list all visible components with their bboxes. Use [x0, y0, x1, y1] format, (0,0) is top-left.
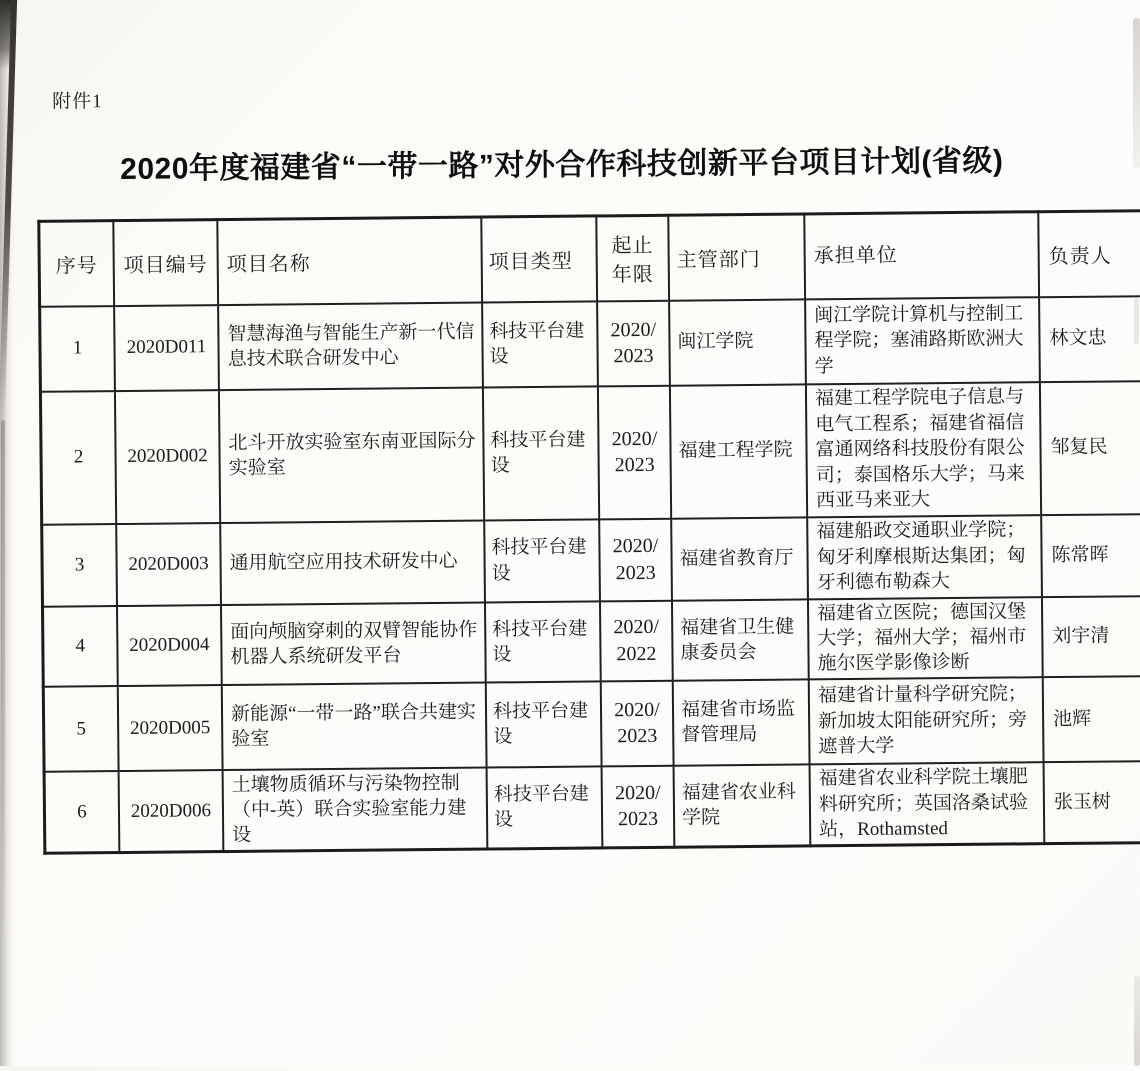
cell-code: 2020D005	[118, 685, 223, 771]
cell-name: 新能源“一带一路”联合共建实验室	[222, 682, 487, 770]
cell-no: 3	[42, 524, 117, 607]
cell-name: 北斗开放实验室东南亚国际分实验室	[219, 387, 484, 523]
cell-leader: 陈常晖	[1041, 513, 1140, 596]
cell-years: 2020/ 2023	[597, 300, 670, 386]
cell-undertaker: 福建省农业科学院土壤肥料研究所；英国洛桑试验站，Rothamsted	[810, 762, 1045, 846]
cell-code: 2020D003	[116, 523, 221, 606]
cell-years: 2020/ 2023	[602, 766, 675, 848]
cell-department: 闽江学院	[669, 299, 806, 385]
scan-edge-line-lower	[1, 420, 5, 940]
scan-right-mark-top	[1133, 18, 1140, 168]
table-row	[42, 595, 1140, 686]
table-body	[40, 295, 1140, 853]
cell-code: 2020D006	[119, 770, 224, 853]
cell-undertaker: 闽江学院计算机与控制工程学院；塞浦路斯欧洲大学	[805, 297, 1040, 384]
column-header-undertaker: 承担单位	[804, 212, 1039, 299]
cell-name: 土壤物质循环与污染物控制（中-英）联合实验室能力建设	[223, 767, 488, 851]
cell-leader: 张玉树	[1044, 761, 1140, 844]
column-header-no: 序号	[39, 221, 114, 307]
table-header	[39, 210, 1140, 306]
cell-department: 福建省教育厅	[671, 517, 808, 600]
table-row	[43, 676, 1140, 772]
cell-years: 2020/ 2022	[600, 600, 673, 681]
attachment-label: 附件1	[52, 91, 103, 113]
cell-undertaker: 福建省立医院；德国汉堡大学；福州大学；福州市施尔医学影像诊断	[808, 597, 1043, 680]
table-row	[44, 761, 1140, 854]
scan-corner-mark	[0, 0, 11, 70]
cell-no: 4	[42, 606, 117, 687]
cell-undertaker: 福建省计量科学研究院；新加坡太阳能研究所；旁遮普大学	[809, 677, 1044, 764]
cell-leader: 池辉	[1043, 676, 1140, 762]
cell-department: 福建省农业科学院	[674, 764, 811, 847]
column-header-type: 项目类型	[481, 216, 597, 302]
column-header-years: 起止 年限	[596, 215, 669, 301]
column-header-name: 项目名称	[217, 217, 482, 305]
cell-undertaker: 福建工程学院电子信息与电气工程系；福建省福信富通网络科技股份有限公司；泰国格乐大学；马来西亚马来亚大	[806, 382, 1041, 517]
cell-no: 6	[44, 771, 119, 853]
table-row	[42, 513, 1140, 606]
cell-department: 福建省市场监督管理局	[673, 679, 810, 765]
cell-name: 智慧海渔与智能生产新一代信息技术联合研发中心	[218, 302, 483, 390]
scan-right-mark-mid	[1134, 298, 1139, 344]
column-header-code: 项目编号	[113, 220, 218, 306]
cell-name: 面向颅脑穿刺的双臂智能协作机器人系统研发平台	[221, 602, 486, 685]
cell-type: 科技平台建设	[484, 519, 600, 602]
cell-no: 2	[40, 391, 116, 525]
cell-department: 福建省卫生健康委员会	[672, 599, 809, 681]
cell-department: 福建工程学院	[670, 384, 807, 518]
column-header-leader: 负责人	[1038, 210, 1140, 296]
cell-leader: 林文忠	[1039, 295, 1140, 381]
cell-type: 科技平台建设	[487, 766, 603, 849]
cell-leader: 邹复民	[1040, 380, 1140, 514]
cell-years: 2020/ 2023	[598, 385, 671, 519]
cell-name: 通用航空应用技术研发中心	[220, 520, 485, 605]
page-title: 2020年度福建省“一带一路”对外合作科技创新平台项目计划(省级)	[120, 144, 1004, 187]
cell-type: 科技平台建设	[482, 301, 598, 387]
cell-code: 2020D004	[117, 605, 222, 686]
cell-undertaker: 福建船政交通职业学院；匈牙利摩根斯达集团；匈牙利德布勒森大	[807, 515, 1042, 599]
cell-type: 科技平台建设	[486, 681, 602, 767]
column-header-department: 主管部门	[668, 214, 805, 300]
cell-years: 2020/ 2023	[599, 518, 672, 601]
cell-no: 1	[40, 306, 115, 392]
cell-years: 2020/ 2023	[601, 681, 674, 767]
cell-code: 2020D011	[114, 305, 219, 391]
cell-type: 科技平台建设	[483, 386, 599, 520]
cell-type: 科技平台建设	[485, 601, 601, 682]
cell-leader: 刘宇清	[1042, 595, 1140, 677]
table-row	[40, 295, 1140, 391]
table-row	[40, 380, 1140, 524]
cell-no: 5	[43, 686, 118, 772]
table-header-row	[39, 210, 1140, 306]
project-table	[37, 209, 1140, 855]
scan-right-mark-bottom	[1134, 975, 1140, 1066]
cell-code: 2020D002	[115, 390, 220, 524]
project-table-wrapper	[37, 210, 1112, 855]
